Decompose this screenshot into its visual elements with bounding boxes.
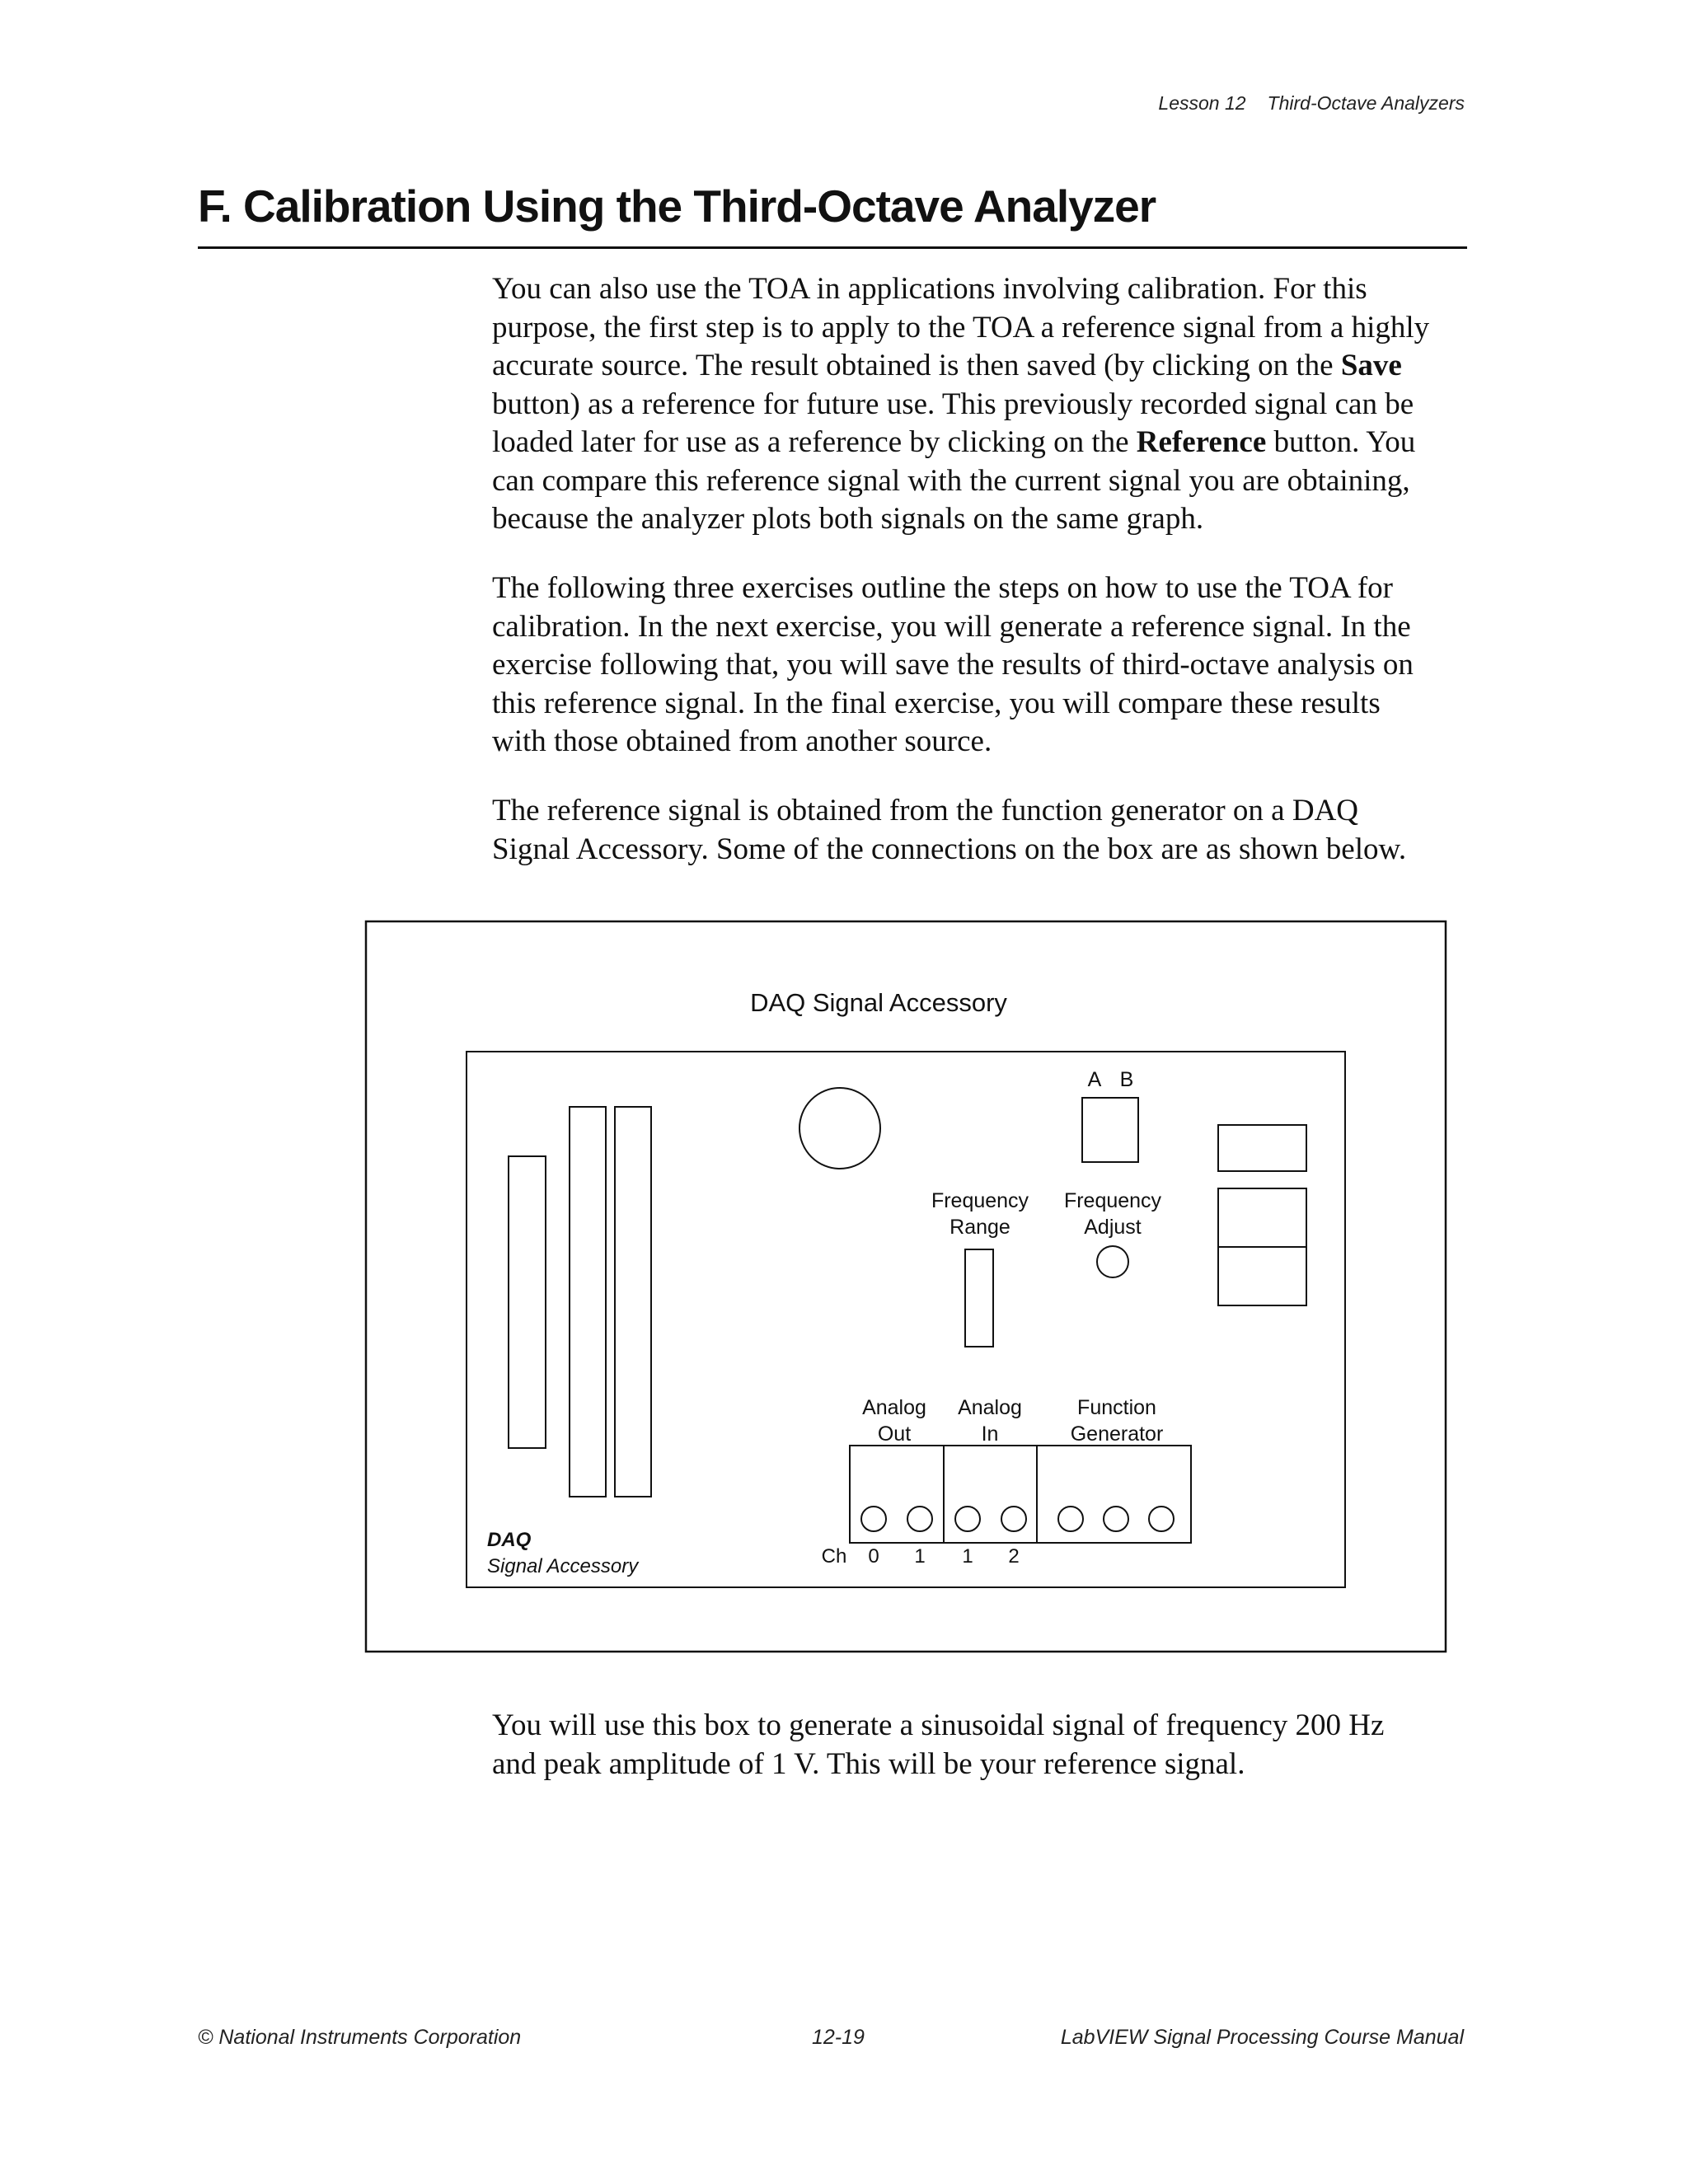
frequency-range-label-line2: Range [950, 1216, 1010, 1239]
terminal-function-gen-3 [1149, 1507, 1174, 1531]
round-knob [799, 1088, 880, 1169]
analog-in-label-line1: Analog [958, 1396, 1022, 1419]
connector-strip-right [615, 1107, 651, 1497]
text-segment: loaded later for use as a reference by clicking on the [492, 425, 1137, 459]
text-line: and peak amplitude of 1 V. This will be your reference signal. [492, 1746, 1245, 1781]
terminal-analog-in-2 [1001, 1507, 1026, 1531]
text-line [492, 347, 1481, 386]
text-line: with those obtained from another source. [492, 724, 992, 758]
text-line: The reference signal is obtained from the function generator on a DAQ [492, 794, 1359, 827]
text-line: purpose, the first step is to apply to the TOA a reference signal from a highly [492, 310, 1430, 344]
text-line [492, 424, 1481, 462]
text-line: You can also use the TOA in applications involving calibration. For this [492, 272, 1367, 306]
section-title: F. Calibration Using the Third-Octave Analyzer [198, 180, 1156, 232]
terminal-function-gen-1 [1058, 1507, 1083, 1531]
lesson-number: Lesson 12 [1158, 92, 1246, 114]
running-header [1071, 92, 1465, 115]
channel-number: 1 [962, 1545, 973, 1568]
frequency-adjust-knob [1097, 1246, 1128, 1277]
frequency-range-label-line1: Frequency [931, 1189, 1029, 1212]
save-term: Save [1340, 349, 1402, 382]
text-line: button) as a reference for future use. This previously recorded signal can be [492, 387, 1414, 421]
channel-label: Ch [821, 1545, 847, 1568]
function-generator-label-line2: Generator [1070, 1422, 1164, 1446]
figure-frame [366, 921, 1446, 1652]
terminal-function-gen-2 [1104, 1507, 1128, 1531]
analog-out-label-line2: Out [877, 1422, 912, 1446]
analog-out-label-line1: Analog [862, 1396, 926, 1419]
frequency-range-switch [965, 1249, 993, 1347]
title-rule [198, 246, 1467, 249]
terminal-analog-out-0 [861, 1507, 886, 1531]
text-segment: accurate source. The result obtained is then saved (by clicking on the [492, 349, 1341, 382]
text-line: exercise following that, you will save the results of third-octave analysis on [492, 648, 1414, 682]
switch-label-b: B [1119, 1068, 1134, 1091]
channel-number: 0 [868, 1545, 879, 1568]
text-line: this reference signal. In the final exercise, you will compare these results [492, 686, 1381, 720]
text-line: The following three exercises outline the steps on how to use the TOA for [492, 571, 1393, 605]
board-label-signal-accessory: Signal Accessory [487, 1555, 639, 1577]
paragraph-calibration-intro [492, 270, 1481, 539]
page-number: 12-19 [812, 2026, 865, 2049]
frequency-adjust-label-line1: Frequency [1063, 1189, 1162, 1212]
channel-number: 2 [1008, 1545, 1020, 1568]
side-connector-bottom [1218, 1188, 1306, 1305]
terminal-analog-out-1 [907, 1507, 932, 1531]
function-generator-label-line1: Function [1077, 1396, 1156, 1419]
text-segment: button. You [1266, 425, 1416, 459]
page-footer [0, 2026, 1688, 2059]
frequency-adjust-label-line2: Adjust [1084, 1216, 1142, 1239]
analog-in-label-line2: In [981, 1422, 999, 1446]
connector-strip-left [509, 1156, 546, 1448]
terminal-block [850, 1446, 1191, 1543]
text-line: can compare this reference signal with the current signal you are obtaining, [492, 463, 1410, 498]
paragraph-reference-source [492, 792, 1481, 869]
side-connector-top [1218, 1125, 1306, 1171]
lesson-title: Third-Octave Analyzers [1267, 92, 1465, 114]
terminal-analog-in-1 [955, 1507, 980, 1531]
footer-copyright: © National Instruments Corporation [198, 2026, 522, 2049]
switch-label-a: A [1087, 1068, 1102, 1091]
text-line: You will use this box to generate a sinusoidal signal of frequency 200 Hz [492, 1708, 1385, 1742]
reference-term: Reference [1136, 425, 1267, 459]
ab-switch [1082, 1098, 1138, 1162]
figure-title: DAQ Signal Accessory [750, 988, 1007, 1017]
text-line: Signal Accessory. Some of the connections on the box are as shown below. [492, 832, 1407, 866]
board-label-daq: DAQ [487, 1529, 532, 1551]
footer-manual-title: LabVIEW Signal Processing Course Manual [1060, 2026, 1464, 2049]
channel-number: 1 [914, 1545, 926, 1568]
text-line: calibration. In the next exercise, you will generate a reference signal. In the [492, 609, 1411, 644]
paragraph-reference-signal-spec [492, 1707, 1481, 1783]
connector-strip-middle [570, 1107, 606, 1497]
paragraph-exercises-outline [492, 569, 1481, 762]
accessory-board [467, 1052, 1345, 1587]
text-line: because the analyzer plots both signals on the same graph. [492, 502, 1204, 536]
